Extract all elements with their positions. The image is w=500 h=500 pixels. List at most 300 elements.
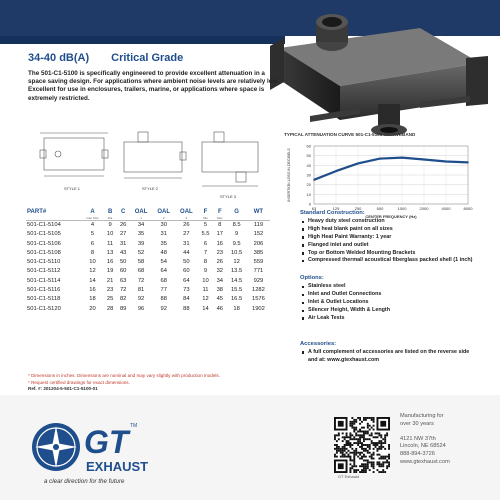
table-cell: 32 <box>216 268 224 275</box>
qr-module <box>359 446 361 448</box>
qr-module <box>340 448 342 450</box>
qr-module <box>365 444 367 446</box>
qr-module <box>378 448 380 450</box>
qr-module <box>361 427 363 429</box>
options-list <box>300 283 480 323</box>
qr-module <box>336 452 338 454</box>
qr-module <box>382 438 384 440</box>
x-tick-label: 8000 <box>463 206 473 211</box>
column-header <box>213 209 226 221</box>
grade-text: Critical Grade <box>111 52 184 64</box>
table-cell: 63 <box>119 277 127 284</box>
table-cell: 501-C1-5116 <box>27 287 61 294</box>
qr-module <box>342 456 344 458</box>
silencer-product-image <box>270 8 490 148</box>
qr-module <box>361 469 363 471</box>
qr-module <box>361 436 363 438</box>
table-cell: 23 <box>216 249 224 256</box>
list-item: A full complement of accessories are listed on the reverse side and at: www.gtexhaust.com <box>300 349 480 365</box>
qr-module <box>351 444 353 446</box>
table-cell: 8 <box>90 249 95 256</box>
qr-module <box>363 431 365 433</box>
qr-module <box>359 417 361 419</box>
list-item: High heat blank paint on all sizes <box>300 226 480 234</box>
qr-module <box>380 434 382 436</box>
table-cell: 44 <box>183 249 190 256</box>
qr-module <box>378 465 380 467</box>
qr-module <box>380 442 382 444</box>
qr-module <box>367 450 369 452</box>
qr-module <box>373 448 375 450</box>
qr-module <box>357 431 359 433</box>
qr-module <box>359 471 361 473</box>
qr-module <box>344 454 346 456</box>
qr-module <box>353 456 355 458</box>
qr-module <box>348 444 350 446</box>
data-point <box>379 158 381 160</box>
data-point <box>467 162 469 164</box>
construction-list <box>300 218 480 265</box>
list-item: Stainless steel <box>300 283 480 291</box>
note-dimensions: * Dimensions in inches. Dimensions are nominal and may vary slightly with production models. <box>28 373 221 378</box>
qr-module <box>336 448 338 450</box>
table-cell: 8.5 <box>232 222 241 228</box>
qr-module <box>348 456 350 458</box>
table-cell: 25 <box>106 296 114 303</box>
qr-module <box>369 425 371 427</box>
qr-module <box>367 432 369 434</box>
qr-module <box>373 458 375 460</box>
table-cell: 10.5 <box>230 249 243 256</box>
qr-module <box>355 442 357 444</box>
note-drawings: * Request certified drawings for exact dimensions. <box>28 379 130 385</box>
x-tick-label: 63 <box>311 206 317 211</box>
column-header-sub: Min <box>203 216 208 220</box>
qr-module <box>363 434 365 436</box>
qr-module <box>357 440 359 442</box>
qr-module <box>340 456 342 458</box>
table-row <box>26 267 270 276</box>
qr-module <box>334 438 336 440</box>
qr-module <box>365 471 367 473</box>
table-cell: 16 <box>106 259 114 266</box>
qr-module <box>355 454 357 456</box>
qr-module <box>367 465 369 467</box>
table-cell: 8 <box>203 259 208 266</box>
table-cell: 64 <box>183 277 190 284</box>
qr-module <box>376 432 378 434</box>
column-header <box>152 209 175 221</box>
table-cell: 18 <box>89 296 96 303</box>
qr-module <box>342 432 344 434</box>
list-item: Inlet & Outlet Locations <box>300 299 480 307</box>
qr-module <box>376 463 378 465</box>
qr-module <box>367 425 369 427</box>
qr-module <box>371 432 373 434</box>
column-header-sub: 1 <box>140 216 142 220</box>
qr-module <box>353 459 355 461</box>
qr-module <box>351 452 353 454</box>
qr-module <box>348 436 350 438</box>
qr-module <box>357 469 359 471</box>
qr-module <box>369 469 371 471</box>
qr-module <box>380 444 382 446</box>
qr-module <box>349 421 351 423</box>
qr-module <box>357 442 359 444</box>
qr-module <box>373 452 375 454</box>
x-tick-label: 125 <box>332 206 340 211</box>
table-cell: 92 <box>137 296 145 303</box>
qr-module <box>373 421 375 423</box>
style-2-label: STYLE 2 <box>142 186 159 191</box>
qr-module <box>363 454 365 456</box>
qr-module <box>373 471 375 473</box>
qr-module <box>363 469 365 471</box>
x-tick-label: 1000 <box>397 206 407 211</box>
table-cell: 23 <box>106 287 114 294</box>
qr-module <box>365 467 367 469</box>
qr-module <box>373 465 375 467</box>
x-tick-label: 500 <box>376 206 384 211</box>
specs-column <box>300 210 480 365</box>
qr-module <box>361 463 363 465</box>
qr-module <box>353 450 355 452</box>
table-cell: 31 <box>160 231 167 238</box>
table-cell: 50 <box>183 259 190 266</box>
table-cell: 96 <box>137 305 145 312</box>
qr-module <box>365 432 367 434</box>
qr-module <box>384 461 386 463</box>
column-header-label: F <box>203 209 208 215</box>
qr-module <box>346 442 348 444</box>
qr-module <box>373 442 375 444</box>
qr-module <box>348 450 350 452</box>
qr-module <box>359 442 361 444</box>
table-cell: 771 <box>253 268 264 275</box>
qr-module <box>349 436 351 438</box>
qr-module <box>363 448 365 450</box>
qr-module <box>346 448 348 450</box>
qr-module <box>346 436 348 438</box>
qr-module <box>363 427 365 429</box>
qr-module <box>378 471 380 473</box>
table-cell: 88 <box>183 305 190 312</box>
footer <box>0 395 500 500</box>
qr-module <box>359 434 361 436</box>
column-header <box>226 209 247 221</box>
table-cell: 45 <box>216 296 224 303</box>
table-cell: 9 <box>234 231 239 238</box>
qr-module <box>376 461 378 463</box>
qr-module <box>351 423 353 425</box>
qr-module <box>351 421 353 423</box>
column-header <box>26 209 81 221</box>
table-cell: 501-C1-5112 <box>27 268 61 275</box>
qr-module <box>378 461 380 463</box>
qr-module <box>367 417 369 419</box>
qr-module <box>363 459 365 461</box>
qr-module <box>382 458 384 460</box>
style-2-drawing <box>124 132 186 178</box>
qr-module <box>363 465 365 467</box>
table-cell: 9.5 <box>232 240 241 247</box>
qr-module <box>342 450 344 452</box>
table-cell: 38 <box>216 287 224 294</box>
qr-module <box>373 454 375 456</box>
qr-module <box>378 434 380 436</box>
qr-module <box>386 432 388 434</box>
column-header-sub: 3 <box>185 216 188 220</box>
table-cell: 26 <box>119 222 127 228</box>
qr-module <box>380 463 382 465</box>
qr-module <box>355 434 357 436</box>
style-3-label: STYLE 3 <box>220 194 237 199</box>
qr-module <box>367 438 369 440</box>
accessories-title: Accessories: <box>300 340 337 347</box>
qr-module <box>376 450 378 452</box>
qr-module <box>338 421 344 427</box>
qr-module <box>363 444 365 446</box>
qr-module <box>351 434 353 436</box>
qr-module <box>371 454 373 456</box>
qr-module <box>342 436 344 438</box>
construction-title: Standard Construction: <box>300 210 365 216</box>
table-cell: 501-C1-5118 <box>27 296 61 303</box>
qr-module <box>357 438 359 440</box>
qr-module <box>382 442 384 444</box>
qr-module <box>376 442 378 444</box>
qr-module <box>367 452 369 454</box>
table-cell: 60 <box>119 268 127 275</box>
table-cell: 501-C1-5108 <box>27 249 61 256</box>
qr-module <box>369 452 371 454</box>
qr-module <box>344 436 346 438</box>
data-point <box>423 159 425 161</box>
column-header-sub: Inlet Size <box>86 216 99 220</box>
options-title: Options: <box>300 275 324 282</box>
accessories-list <box>300 349 480 365</box>
table-cell: 12 <box>202 296 209 303</box>
table-cell: 35 <box>137 231 145 238</box>
table-cell: 48 <box>160 249 167 256</box>
x-tick-label: 2000 <box>419 206 429 211</box>
qr-module <box>382 463 384 465</box>
reference-number: Ref. #: 201204-5-501-C1-5100-01 <box>28 386 98 391</box>
contact-line: 888-894-3726 <box>400 450 435 457</box>
qr-module <box>378 458 380 460</box>
table-cell: 501-C1-5104 <box>27 222 61 228</box>
qr-module <box>382 471 384 473</box>
qr-module <box>355 427 357 429</box>
qr-module <box>353 454 355 456</box>
qr-module <box>378 446 380 448</box>
qr-module <box>359 452 361 454</box>
table-cell: 152 <box>253 231 264 238</box>
qr-module <box>361 448 363 450</box>
data-point <box>313 179 315 181</box>
table-cell: 19 <box>106 268 114 275</box>
qr-module <box>375 436 377 438</box>
table-cell: 385 <box>253 249 264 256</box>
qr-module <box>353 442 355 444</box>
qr-module <box>386 456 388 458</box>
table-cell: 13 <box>106 249 114 256</box>
table-cell: 64 <box>160 268 167 275</box>
qr-module <box>361 471 363 473</box>
column-header <box>198 209 214 221</box>
table-header-row <box>26 209 270 221</box>
table-cell: 11 <box>107 240 114 247</box>
contact-line: 4121 NW 37th <box>400 435 436 442</box>
table-row <box>26 240 270 249</box>
table-cell: 68 <box>160 277 167 284</box>
qr-module <box>388 444 390 446</box>
table-cell: 119 <box>253 222 264 228</box>
table-cell: 5.5 <box>201 231 210 238</box>
table-cell: 17 <box>216 231 224 238</box>
qr-module <box>353 431 355 433</box>
contact-line: www.gtexhaust.com <box>400 458 450 465</box>
table-cell: 46 <box>216 305 224 312</box>
table-cell: 12 <box>89 268 96 275</box>
qr-module <box>349 442 351 444</box>
qr-module <box>365 465 367 467</box>
table-cell: 68 <box>137 268 145 275</box>
qr-module <box>373 436 375 438</box>
table-cell: 82 <box>119 296 127 303</box>
contact-line: Lincoln, NE 68524 <box>400 443 446 450</box>
qr-module <box>353 427 355 429</box>
qr-module <box>363 440 365 442</box>
table-cell: 26 <box>216 259 224 266</box>
rating-text: 34-40 dB(A) <box>28 52 90 64</box>
qr-module <box>371 419 373 421</box>
qr-module <box>388 448 390 450</box>
qr-module <box>380 440 382 442</box>
qr-module <box>384 448 386 450</box>
table-cell: 1902 <box>251 305 265 312</box>
qr-module <box>369 417 371 419</box>
qr-module <box>365 469 367 471</box>
qr-module <box>363 467 365 469</box>
qr-module <box>349 463 351 465</box>
qr-module <box>363 419 365 421</box>
table-cell: 206 <box>253 240 264 247</box>
qr-module <box>380 465 382 467</box>
y-tick-label: 10 <box>306 191 311 197</box>
qr-module <box>363 471 365 473</box>
qr-module <box>384 471 386 473</box>
table-row <box>26 305 270 314</box>
qr-module <box>361 456 363 458</box>
qr-module <box>353 458 355 460</box>
qr-module <box>357 434 359 436</box>
qr-module <box>388 465 390 467</box>
table-cell: 14.5 <box>230 277 243 284</box>
qr-module <box>365 417 367 419</box>
qr-module <box>342 448 344 450</box>
qr-module <box>346 440 348 442</box>
qr-module <box>355 432 357 434</box>
list-item: Top or Bottom Welded Mounting Brackets <box>300 250 480 258</box>
table-cell: 1576 <box>251 296 265 303</box>
qr-module <box>376 436 378 438</box>
qr-module <box>351 459 353 461</box>
qr-module <box>373 429 375 431</box>
table-cell: 88 <box>160 296 167 303</box>
table-cell: 5 <box>203 222 208 228</box>
product-description: The 501-C1-5100 is specifically engineered to provide excellent attenuation in a space saving design. For applications where ambient noise levels are relatively low. Excellent for use in enclosures, trailers, marine, or applications where space is extremely restricted. <box>28 70 280 102</box>
qr-module <box>355 471 357 473</box>
qr-module <box>382 446 384 448</box>
list-item: Silencer Height, Width & Length <box>300 307 480 315</box>
table-cell: 73 <box>183 287 190 294</box>
table-cell: 26 <box>183 222 190 228</box>
y-tick-label: 30 <box>306 172 311 178</box>
table-cell: 31 <box>119 240 127 247</box>
table-cell: 81 <box>137 287 145 294</box>
x-axis-label: CENTER FREQUENCY (Hz) <box>365 214 417 219</box>
table-row <box>26 277 270 286</box>
qr-module <box>376 454 378 456</box>
qr-module <box>340 450 342 452</box>
qr-module <box>334 444 336 446</box>
qr-module <box>338 448 340 450</box>
column-header <box>104 209 117 221</box>
qr-module <box>336 440 338 442</box>
table-cell: 58 <box>137 259 145 266</box>
qr-module <box>346 434 348 436</box>
qr-module <box>384 434 386 436</box>
qr-module <box>375 432 377 434</box>
qr-module <box>380 448 382 450</box>
column-header-sub <box>248 216 269 220</box>
qr-module <box>369 434 371 436</box>
qr-code-icon[interactable] <box>334 417 390 473</box>
style-1-drawing <box>40 133 108 176</box>
y-tick-label: 0 <box>308 201 311 207</box>
qr-module <box>359 454 361 456</box>
qr-module <box>338 438 340 440</box>
table-cell: 6 <box>90 240 95 247</box>
table-cell: 16 <box>89 287 96 294</box>
table-cell: 501-C1-5120 <box>27 305 61 312</box>
table-cell: 84 <box>183 296 190 303</box>
style-3-drawing <box>202 132 258 186</box>
contact-line: over 30 years <box>400 420 434 427</box>
qr-module <box>359 429 361 431</box>
column-header-sub: 2 <box>162 216 165 220</box>
qr-module <box>359 431 361 433</box>
column-header-label: OAL <box>157 209 171 215</box>
qr-module <box>338 434 340 436</box>
qr-module <box>348 454 350 456</box>
qr-module <box>386 465 388 467</box>
column-header <box>81 209 103 221</box>
table-cell: 12 <box>233 259 240 266</box>
qr-module <box>353 436 355 438</box>
qr-module <box>351 467 353 469</box>
tagline: a clear direction for the future <box>44 478 125 485</box>
table-cell: 43 <box>119 249 127 256</box>
qr-module <box>344 446 346 448</box>
column-header-label: B <box>107 209 113 215</box>
list-item: Inlet and Outlet Connections <box>300 291 480 299</box>
qr-module <box>351 427 353 429</box>
qr-module <box>348 440 350 442</box>
qr-module <box>353 469 355 471</box>
qr-module <box>369 429 371 431</box>
